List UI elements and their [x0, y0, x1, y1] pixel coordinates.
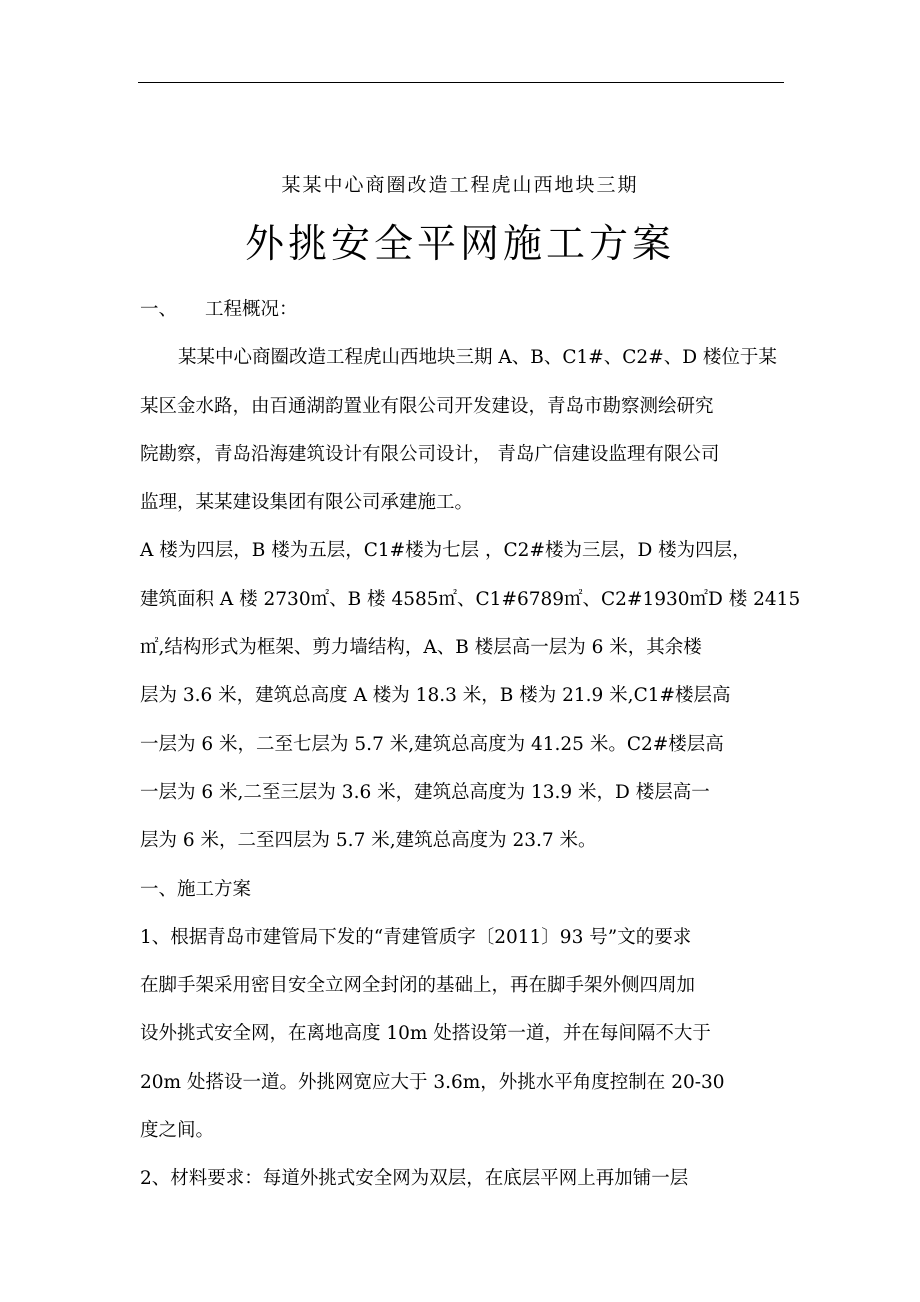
paragraph-line: 在脚手架采用密目安全立网全封闭的基础上，再在脚手架外侧四周加 [140, 975, 696, 997]
paragraph-line: 某区金水路，由百通湖韵置业有限公司开发建设，青岛市勘察测绘研究 [140, 395, 714, 417]
paragraph-line: A 楼为四层，B 楼为五层，C1#楼为七层 ，C2#楼为三层，D 楼为四层， [140, 540, 751, 562]
section-heading-plan: 一、施工方案 [140, 878, 252, 900]
paragraph-line: 设外挑式安全网，在离地高度 10m 处搭设第一道，并在每间隔不大于 [140, 1023, 711, 1045]
paragraph-line: ㎡,结构形式为框架、剪力墙结构，A、B 楼层高一层为 6 米，其余楼 [140, 637, 702, 659]
paragraph-line: 2、材料要求：每道外挑式安全网为双层，在底层平网上再加铺一层 [140, 1168, 689, 1190]
document-subtitle: 某某中心商圈改造工程虎山西地块三期 [281, 174, 639, 196]
paragraph-line: 20m 处搭设一道。外挑网宽应大于 3.6m，外挑水平角度控制在 20-30 [140, 1071, 725, 1093]
section-title: 工程概况： [205, 299, 298, 320]
paragraph-line: 1、根据青岛市建管局下发的“青建管质字〔2011〕93 号”文的要求 [140, 926, 692, 948]
document-title: 外挑安全平网施工方案 [244, 222, 675, 267]
header-rule [138, 82, 784, 83]
paragraph-line: 建筑面积 A 楼 2730㎡、B 楼 4585㎡、C1#6789㎡、C2#1930㎡D 楼 2415 [140, 588, 801, 610]
paragraph-line: 院勘察，青岛沿海建筑设计有限公司设计， 青岛广信建设监理有限公司 [140, 443, 720, 465]
document-body [140, 286, 820, 1204]
paragraph-line: 层为 3.6 米，建筑总高度 A 楼为 18.3 米，B 楼为 21.9 米,C1#楼层高 [140, 685, 731, 707]
paragraph-line: 层为 6 米，二至四层为 5.7 米,建筑总高度为 23.7 米。 [140, 830, 597, 852]
paragraph-line: 某某中心商圈改造工程虎山西地块三期 A、B、C1#、C2#、D 楼位于某 [178, 347, 777, 369]
paragraph-line: 一层为 6 米,二至三层为 3.6 米，建筑总高度为 13.9 米，D 楼层高一 [140, 781, 710, 803]
paragraph-line: 度之间。 [140, 1120, 215, 1142]
paragraph-line: 一层为 6 米，二至七层为 5.7 米,建筑总高度为 41.25 米。C2#楼层高 [140, 733, 724, 755]
section-number: 一、 [140, 299, 178, 320]
section-heading-overview [140, 286, 820, 334]
paragraph-line: 监理，某某建设集团有限公司承建施工。 [140, 492, 474, 514]
